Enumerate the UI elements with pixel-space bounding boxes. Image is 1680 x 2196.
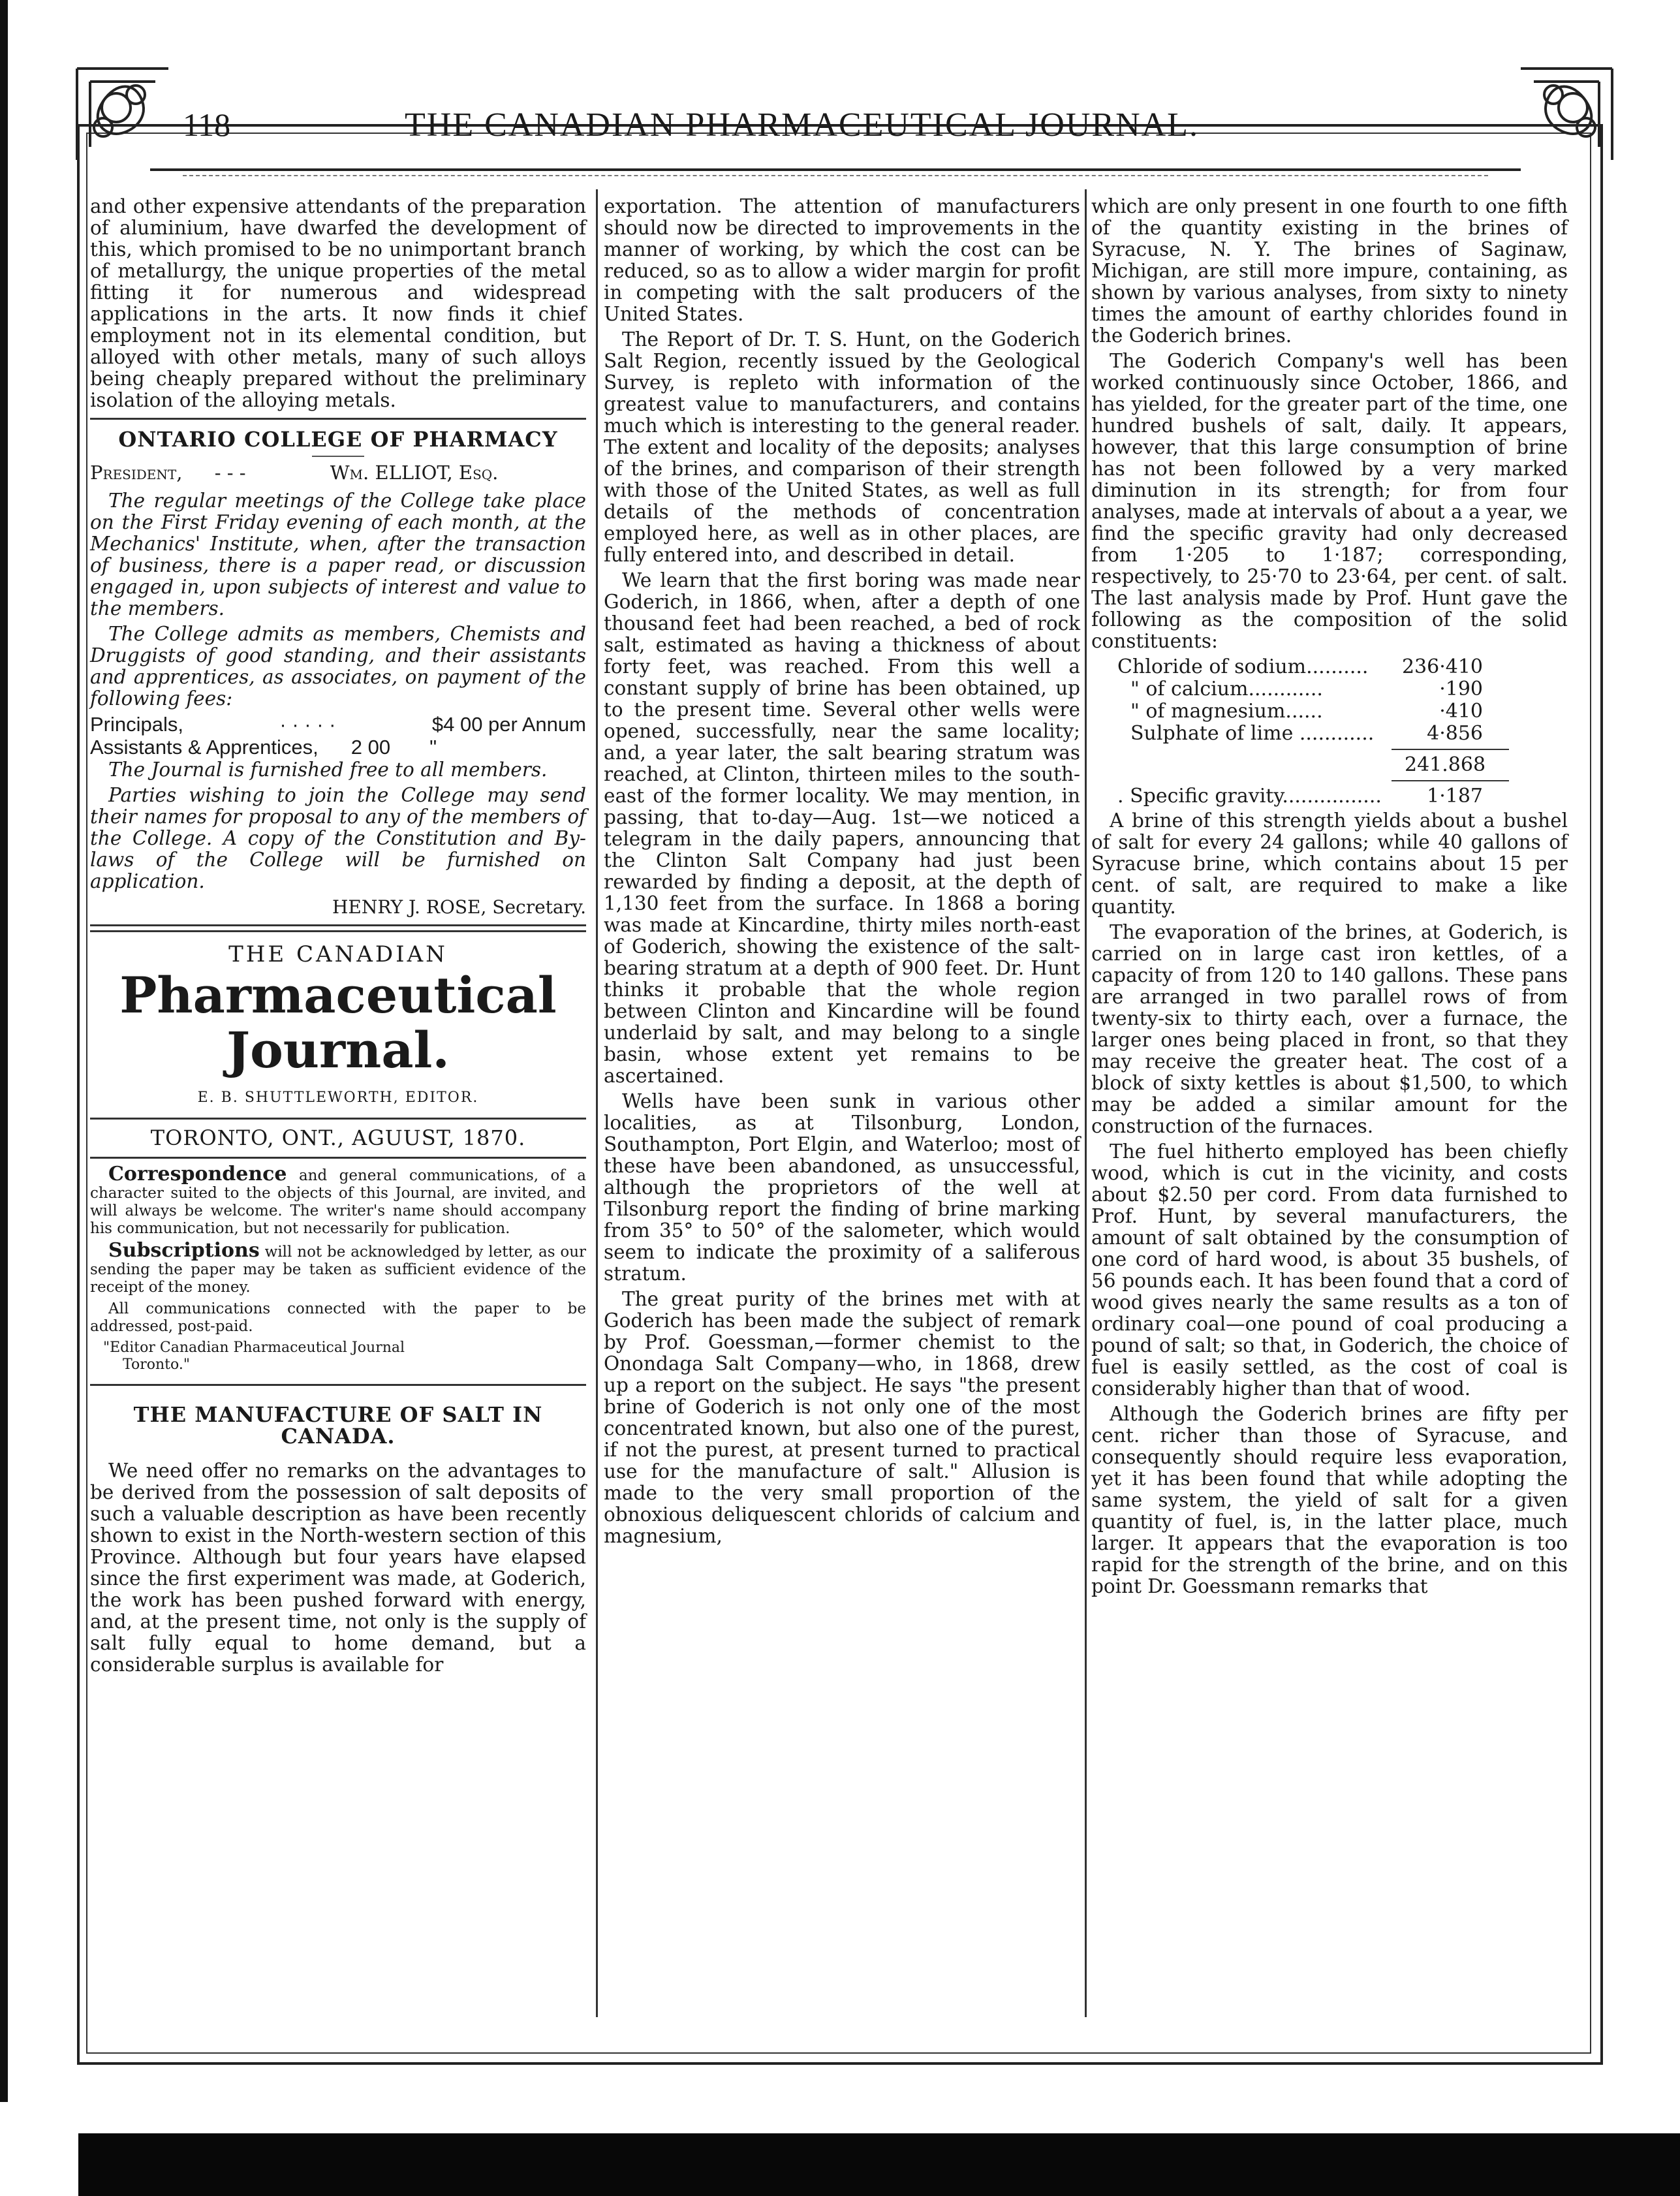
fee-row-principals <box>90 714 586 735</box>
fee-amount: $4 00 per Annum <box>431 713 586 736</box>
subscriptions-notice <box>90 1239 587 1296</box>
fuel-paragraph: The fuel hitherto employed has been chiefly wood, which is cut in the vicinity, and costs about $2.50 per cord. From data furnished to Prof. Hunt, by several manufacturers, the amount of salt obtained by the consumption of one cord of hard wood, is about 35 bushels, of 56 pounds each. It has been found that a cord of wood gives nearly the same results as a ton of ordinary coal—one pound of coal producing a pound of salt; so that, in Goderich, the choice of fuel is easily settled, as the cost of coal is considerably higher than that of wood. <box>1091 1140 1568 1400</box>
analysis-label: " of calcium............ <box>1130 678 1323 700</box>
meetings-notice: The regular meetings of the College take place on the First Friday evening of each month, at the Mechanics' Institute, when, after the transaction of business, there is a paper read, or discussion engaged in, upon subjects of interest and value to the members. <box>90 490 586 620</box>
column-3 <box>1091 196 1568 1601</box>
fee-label: Principals, <box>90 713 183 736</box>
journal-free-notice: The Journal is furnished free to all members. <box>108 759 548 781</box>
address-line-2: Toronto." <box>123 1357 190 1373</box>
section-rule <box>90 1384 586 1386</box>
president-line <box>90 462 586 484</box>
composition-table <box>1117 656 1568 808</box>
section-rule <box>90 418 586 420</box>
fee-label: Assistants & Apprentices, <box>90 736 319 759</box>
address-line-1: "Editor Canadian Pharmaceutical Journal <box>103 1340 405 1356</box>
journal-running-title: THE CANADIAN PHARMACEUTICAL JOURNAL. <box>405 106 1199 144</box>
president-dashes: - - - <box>214 462 246 484</box>
fee-row-assistants <box>90 736 586 758</box>
purity-paragraph: The great purity of the brines met with at Goderich has been made the subject of remark by Prof. Goessman,—former chemist to the Onondaga Salt Company—who, in 1868, drew up a report on the subject. He says "the present brine of Goderich is not only one of the most concentrated known, but also one of the purest, if not the purest, at present turned to practical use for the manufacture of salt." Allusion is made to the very small proportion of the obnoxious deliquescent chlorids of calcium and magnesium, <box>604 1288 1080 1547</box>
subscriptions-lead: Subscriptions <box>108 1239 260 1262</box>
analysis-value: ·410 <box>1439 700 1483 723</box>
aluminium-paragraph: and other expensive attendants of the preparation of aluminium, have dwarfed the development of this, which promised to be no unimportant branch of metallurgy, the unique properties of the metal fitting it for numerous and widespread applications in the arts. It now finds it chief employment not in its elemental condition, but alloyed with other metals, many of such alloys being cheaply prepared without the preliminary isolation of the alloying metals. <box>90 195 586 411</box>
communications-notice: All communications connected with the paper to be addressed, post-paid. <box>90 1300 586 1335</box>
header-rule <box>150 168 1521 171</box>
section-rule <box>90 1118 586 1120</box>
first-boring-paragraph: We learn that the first boring was made near Goderich, in 1866, when, after a depth of one thousand feet had been reached, a bed of rock salt, estimated as having a thickness of about forty feet, was reached. From this well a constant supply of brine has been obtained, up to the present time. Several other wells were opened, successfully, near the same locality; and, a year later, the salt bearing stratum was reached, at Clinton, thirteen miles to the south-east of the former locality. We may mention, in passing, that to-day—Aug. 1st—we noticed a telegram in the daily papers, announcing that the Clinton Salt Company had just been rewarded by finding a deposit, at the depth of 1,130 feet from the surface. In 1868 a boring was made at Kincardine, thirty miles north-east of Goderich, showing the existence of the salt-bearing stratum at a depth of 900 feet. Dr. Hunt thinks it probable that the whole region between Clinton and Kincardine will be found underlaid by salt, and may belong to a single basin, whose extent yet remains to be ascertained. <box>604 569 1080 1087</box>
college-heading: ONTARIO COLLEGE OF PHARMACY <box>118 427 558 452</box>
company-well-paragraph: The Goderich Company's well has been worked continuously since October, 1866, and has yielded, for the greater part of the time, one hundred bushels of salt, daily. It appears, however, that this large consumption of brine has not been followed by a very marked diminution in its strength; for from four analyses, made at intervals of about a a year, we find the specific gravity had only decreased from 1·205 to 1·187; corresponding, respectively, to 25·70 to 23·64, per cent. of salt. The last analysis made by Prof. Hunt gave the following as the composition of the solid constituents: <box>1091 350 1568 652</box>
admission-notice: The College admits as members, Chemists and Druggists of good standing, and their assistants and apprentices, as associates, on payment of the following fees: <box>90 623 586 710</box>
right-corner-ornament-icon <box>1508 55 1625 170</box>
analysis-total: 241.868 <box>1405 753 1486 776</box>
evaporation-paragraph: The evaporation of the brines, at Goderich, is carried on in large cast iron kettles, of a capacity of from 120 to 140 gallons. These pans are arranged in two parallel rows of from twenty-six to thirty each, over a furnace, the larger ones being placed in front, so that they may receive the greater heat. The cost of a block of sixty kettles is about $1,500, to which may be added a similar amount for the construction of the furnaces. <box>1091 921 1568 1137</box>
secretary-signature: HENRY J. ROSE, Secretary. <box>332 896 586 918</box>
correspondence-notice <box>90 1165 586 1238</box>
yield-paragraph: A brine of this strength yields about a bushel of salt for every 24 gallons; while 40 gallons of Syracuse brine, which contains about 15 per cent. of salt, are required to make a like quantity. <box>1091 809 1568 918</box>
page-number: 118 <box>183 106 231 143</box>
analysis-label: Chloride of sodium.......... <box>1117 655 1369 678</box>
editor-line: E. B. SHUTTLEWORTH, EDITOR. <box>197 1090 479 1106</box>
column-1 <box>90 196 586 1680</box>
column-divider-2 <box>1085 189 1087 2017</box>
section-rule <box>90 930 586 932</box>
analysis-label: Sulphate of lime ............ <box>1130 722 1375 745</box>
scan-left-edge <box>0 0 8 2102</box>
column-2 <box>604 196 1080 1551</box>
subscriptions-text: will not be acknowledged by letter, as our sending the paper may be taken as sufficient evidence of the receipt of the money. <box>90 1244 587 1296</box>
masthead-small: THE CANADIAN <box>228 941 448 967</box>
analysis-label: . Specific gravity................ <box>1117 785 1382 808</box>
fee-amount: 2 00 <box>350 736 391 759</box>
section-rule <box>90 924 586 926</box>
left-corner-ornament-icon <box>64 55 181 170</box>
salt-paragraph-1: We need offer no remarks on the advantages to be derived from the possession of salt deposits of such a valuable description as have been recently shown to exist in the North-western section of this Province. Although but four years have elapsed since the first experiment was made, at Goderich, the work has been pushed forward with energy, and, at the present time, not only is the supply of salt fully equal to home demand, but a considerable surplus is available for <box>90 1460 586 1676</box>
section-rule <box>90 1157 586 1159</box>
analysis-row <box>1117 656 1483 678</box>
exportation-paragraph: exportation. The attention of manufacturers should now be directed to improvements in the manner of working, by which the cost can be reduced, so as to allow a wider margin for profit in competing with the salt producers of the United States. <box>604 195 1080 325</box>
fee-dots: · · · · · <box>279 713 336 736</box>
analysis-value: ·190 <box>1439 678 1483 700</box>
analysis-row <box>1117 700 1483 723</box>
president-name: Wm. ELLIOT, Esq. <box>330 462 499 484</box>
brines-comparison-paragraph: which are only present in one fourth to one fifth of the quantity existing in the brines of Syracuse, N. Y. The brines of Saginaw, Michigan, are still more impure, containing, as shown by various analyses, from sixty to ninety times the amount of earthy chlorides found in the Goderich brines. <box>1091 195 1568 347</box>
correspondence-lead: Correspondence <box>108 1163 287 1185</box>
dateline: TORONTO, ONT., AGUUST, 1870. <box>150 1125 526 1150</box>
analysis-row <box>1117 723 1483 745</box>
short-rule <box>312 456 364 457</box>
fee-ditto: " <box>429 736 437 759</box>
correspondence-text: and general communications, of a character suited to the objects of this Journal, are invited, and will always be welcome. The writer's name should accompany his communication, but not necessarily for publication. <box>90 1167 587 1237</box>
scan-bottom-band <box>78 2133 1680 2196</box>
richer-brines-paragraph: Although the Goderich brines are fifty per cent. richer than those of Syracuse, and consequently should require less evaporation, yet it has been found that while adopting the same system, the yield of salt for a given quantity of fuel, is, in the latter place, much larger. It appears that the evaporation is too rapid for the strength of the brine, and on this point Dr. Goessmann remarks that <box>1091 1403 1568 1597</box>
sum-rule <box>1392 749 1509 750</box>
analysis-label: " of magnesium...... <box>1130 700 1323 723</box>
sum-rule <box>1392 780 1509 781</box>
hunt-report-paragraph: The Report of Dr. T. S. Hunt, on the Goderich Salt Region, recently issued by the Geological Survey, is repleto with information of the greatest value to manufacturers, and contains much which is interesting to the general reader. The extent and locality of the deposits; analyses of the brines, and comparison of their strength with those of the United States, as well as full details of the methods of concentration employed here, as well as in other places, are fully entered into, and described in detail. <box>604 328 1080 566</box>
column-divider-1 <box>596 189 598 2017</box>
analysis-value: 236·410 <box>1401 655 1483 678</box>
president-label: President, <box>90 462 183 484</box>
analysis-value: 1·187 <box>1427 785 1483 808</box>
analysis-row <box>1117 678 1483 700</box>
masthead-title: Pharmaceutical Journal. <box>119 966 557 1079</box>
joining-notice: Parties wishing to join the College may send their names for proposal to any of the members of the College. A copy of the Constitution and By-laws of the College will be furnished on application. <box>90 784 586 892</box>
wells-paragraph: Wells have been sunk in various other localities, as at Tilsonburg, London, Southampton, Port Elgin, and Waterloo; most of these have been abandoned, as unsuccessful, although the proprietors of the well at Tilsonburg report the finding of brine marking from 35° to 50° of the salometer, which would seem to indicate the proximity of a saliferous stratum. <box>604 1090 1080 1285</box>
salt-heading: THE MANUFACTURE OF SALT IN CANADA. <box>133 1402 543 1449</box>
analysis-value: 4·856 <box>1427 722 1483 745</box>
specific-gravity-row <box>1117 785 1483 808</box>
header-rule-dashed <box>183 175 1488 178</box>
